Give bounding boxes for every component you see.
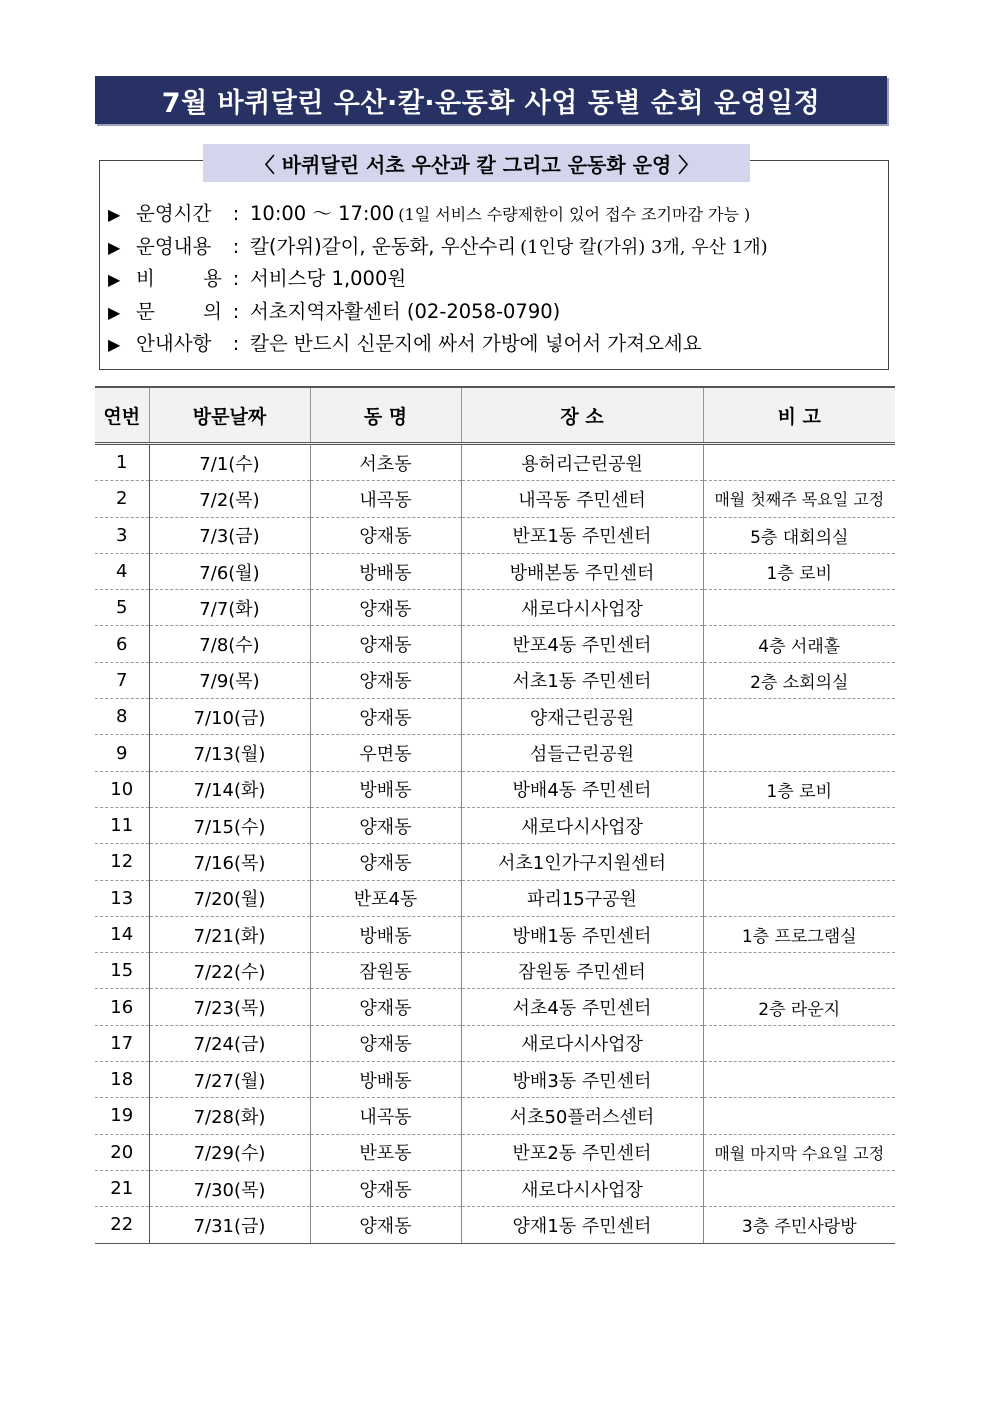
cell-note xyxy=(703,1062,895,1098)
cell-dong: 내곡동 xyxy=(310,481,461,517)
cell-date: 7/2(목) xyxy=(149,481,310,517)
info-value: 칼(가위)갈이, 운동화, 우산수리 xyxy=(250,235,517,258)
info-value: 칼은 반드시 신문지에 싸서 가방에 넣어서 가져오세요 xyxy=(250,332,702,355)
table-row xyxy=(95,517,895,553)
cell-place: 서초4동 주민센터 xyxy=(461,989,703,1025)
cell-dong: 양재동 xyxy=(310,517,461,553)
table-row xyxy=(95,444,895,481)
table-header-row xyxy=(95,387,895,444)
cell-note: 4층 서래홀 xyxy=(703,626,895,662)
cell-no: 5 xyxy=(95,590,149,626)
cell-no: 19 xyxy=(95,1098,149,1134)
cell-date: 7/6(월) xyxy=(149,553,310,589)
cell-dong: 양재동 xyxy=(310,1025,461,1061)
cell-place: 방배4동 주민센터 xyxy=(461,771,703,807)
cell-place: 양재1동 주민센터 xyxy=(461,1207,703,1243)
cell-no: 4 xyxy=(95,553,149,589)
cell-date: 7/15(수) xyxy=(149,807,310,843)
cell-note: 2층 라운지 xyxy=(703,989,895,1025)
table-row xyxy=(95,1170,895,1206)
cell-no: 10 xyxy=(95,771,149,807)
table-row xyxy=(95,880,895,916)
cell-dong: 양재동 xyxy=(310,807,461,843)
cell-no: 1 xyxy=(95,444,149,481)
cell-place: 용허리근린공원 xyxy=(461,444,703,481)
cell-note xyxy=(703,1025,895,1061)
cell-dong: 양재동 xyxy=(310,699,461,735)
cell-date: 7/30(목) xyxy=(149,1170,310,1206)
cell-note: 5층 대회의실 xyxy=(703,517,895,553)
document-title xyxy=(95,76,887,124)
cell-note xyxy=(703,735,895,771)
cell-note xyxy=(703,953,895,989)
table-row xyxy=(95,481,895,517)
info-line-content xyxy=(108,231,768,259)
cell-no: 11 xyxy=(95,807,149,843)
cell-date: 7/1(수) xyxy=(149,444,310,481)
cell-no: 3 xyxy=(95,517,149,553)
info-key: 운영내용 xyxy=(136,235,212,258)
table-row xyxy=(95,699,895,735)
cell-no: 17 xyxy=(95,1025,149,1061)
cell-no: 20 xyxy=(95,1134,149,1170)
cell-date: 7/3(금) xyxy=(149,517,310,553)
cell-note: 3층 주민사랑방 xyxy=(703,1207,895,1243)
cell-place: 새로다시사업장 xyxy=(461,590,703,626)
table-row xyxy=(95,989,895,1025)
cell-no: 6 xyxy=(95,626,149,662)
cell-no: 13 xyxy=(95,880,149,916)
cell-date: 7/9(목) xyxy=(149,662,310,698)
cell-date: 7/27(월) xyxy=(149,1062,310,1098)
cell-place: 방배3동 주민센터 xyxy=(461,1062,703,1098)
cell-no: 9 xyxy=(95,735,149,771)
cell-dong: 방배동 xyxy=(310,553,461,589)
cell-place: 방배1동 주민센터 xyxy=(461,916,703,952)
info-value: 10:00 ～ 17:00 xyxy=(250,202,395,225)
info-key: 비 용 xyxy=(136,267,222,290)
cell-no: 22 xyxy=(95,1207,149,1243)
info-line-guide xyxy=(108,328,702,356)
cell-place: 반포4동 주민센터 xyxy=(461,626,703,662)
title-text: 7월 바퀴달린 우산·칼·운동화 사업 동별 순회 운영일정 xyxy=(161,87,821,119)
cell-date: 7/28(화) xyxy=(149,1098,310,1134)
cell-date: 7/10(금) xyxy=(149,699,310,735)
cell-dong: 내곡동 xyxy=(310,1098,461,1134)
cell-no: 16 xyxy=(95,989,149,1025)
table-row xyxy=(95,553,895,589)
cell-note: 매월 마지막 수요일 고정 xyxy=(703,1134,895,1170)
info-line-hours xyxy=(108,198,750,226)
cell-dong: 양재동 xyxy=(310,1207,461,1243)
cell-note: 매월 첫째주 목요일 고정 xyxy=(703,481,895,517)
cell-note xyxy=(703,807,895,843)
info-value: 서초지역자활센터 (02-2058-0790) xyxy=(250,300,561,323)
table-row xyxy=(95,735,895,771)
table-row xyxy=(95,1207,895,1243)
info-note: (1일 서비스 수량제한이 있어 접수 조기마감 가능 ) xyxy=(398,205,751,224)
header-place: 장 소 xyxy=(461,387,703,444)
cell-date: 7/31(금) xyxy=(149,1207,310,1243)
cell-note: 2층 소회의실 xyxy=(703,662,895,698)
table-row xyxy=(95,916,895,952)
cell-date: 7/14(화) xyxy=(149,771,310,807)
info-colon: : xyxy=(232,235,240,258)
info-colon: : xyxy=(232,267,240,290)
bullet-icon: ▶ xyxy=(108,205,121,224)
cell-dong: 양재동 xyxy=(310,1170,461,1206)
cell-no: 18 xyxy=(95,1062,149,1098)
info-key: 운영시간 xyxy=(136,202,212,225)
table-row xyxy=(95,1025,895,1061)
header-note: 비 고 xyxy=(703,387,895,444)
cell-note: 1층 프로그램실 xyxy=(703,916,895,952)
bullet-icon: ▶ xyxy=(108,303,121,322)
cell-date: 7/16(목) xyxy=(149,844,310,880)
table-row xyxy=(95,662,895,698)
cell-no: 21 xyxy=(95,1170,149,1206)
bullet-icon: ▶ xyxy=(108,270,121,289)
cell-dong: 양재동 xyxy=(310,989,461,1025)
cell-place: 방배본동 주민센터 xyxy=(461,553,703,589)
cell-place: 새로다시사업장 xyxy=(461,807,703,843)
cell-date: 7/29(수) xyxy=(149,1134,310,1170)
cell-note: 1층 로비 xyxy=(703,771,895,807)
table-row xyxy=(95,771,895,807)
cell-date: 7/20(월) xyxy=(149,880,310,916)
info-key: 안내사항 xyxy=(136,332,212,355)
cell-note xyxy=(703,880,895,916)
cell-dong: 양재동 xyxy=(310,844,461,880)
cell-note: 1층 로비 xyxy=(703,553,895,589)
cell-date: 7/21(화) xyxy=(149,916,310,952)
table-row xyxy=(95,807,895,843)
cell-place: 새로다시사업장 xyxy=(461,1170,703,1206)
cell-place: 내곡동 주민센터 xyxy=(461,481,703,517)
cell-dong: 서초동 xyxy=(310,444,461,481)
info-box-label: 〈 바퀴달린 서초 우산과 칼 그리고 운동화 운영 〉 xyxy=(203,144,750,182)
cell-note xyxy=(703,444,895,481)
info-line-cost xyxy=(108,263,406,291)
cell-place: 파리15구공원 xyxy=(461,880,703,916)
cell-no: 7 xyxy=(95,662,149,698)
header-no: 연번 xyxy=(95,387,149,444)
info-value: 서비스당 1,000원 xyxy=(250,267,407,290)
cell-note xyxy=(703,844,895,880)
cell-dong: 잠원동 xyxy=(310,953,461,989)
schedule-table xyxy=(95,386,895,1244)
cell-place: 반포2동 주민센터 xyxy=(461,1134,703,1170)
cell-date: 7/8(수) xyxy=(149,626,310,662)
info-key: 문 의 xyxy=(136,300,222,323)
table-row xyxy=(95,1062,895,1098)
cell-date: 7/13(월) xyxy=(149,735,310,771)
cell-no: 15 xyxy=(95,953,149,989)
cell-no: 2 xyxy=(95,481,149,517)
cell-dong: 방배동 xyxy=(310,916,461,952)
cell-note xyxy=(703,1170,895,1206)
cell-dong: 양재동 xyxy=(310,590,461,626)
cell-note xyxy=(703,590,895,626)
cell-place: 서초50플러스센터 xyxy=(461,1098,703,1134)
table-row xyxy=(95,953,895,989)
cell-place: 반포1동 주민센터 xyxy=(461,517,703,553)
bullet-icon: ▶ xyxy=(108,335,121,354)
cell-no: 12 xyxy=(95,844,149,880)
cell-dong: 양재동 xyxy=(310,626,461,662)
cell-date: 7/24(금) xyxy=(149,1025,310,1061)
cell-no: 14 xyxy=(95,916,149,952)
info-colon: : xyxy=(232,332,240,355)
cell-date: 7/7(화) xyxy=(149,590,310,626)
cell-place: 서초1인가구지원센터 xyxy=(461,844,703,880)
cell-dong: 양재동 xyxy=(310,662,461,698)
header-date: 방문날짜 xyxy=(149,387,310,444)
cell-dong: 방배동 xyxy=(310,771,461,807)
info-line-contact xyxy=(108,296,560,324)
table-row xyxy=(95,626,895,662)
cell-dong: 우면동 xyxy=(310,735,461,771)
cell-date: 7/23(목) xyxy=(149,989,310,1025)
table-row xyxy=(95,1098,895,1134)
table-row xyxy=(95,590,895,626)
cell-place: 서초1동 주민센터 xyxy=(461,662,703,698)
table-row xyxy=(95,844,895,880)
bullet-icon: ▶ xyxy=(108,238,121,257)
table-row xyxy=(95,1134,895,1170)
cell-dong: 방배동 xyxy=(310,1062,461,1098)
cell-place: 섬들근린공원 xyxy=(461,735,703,771)
cell-place: 양재근린공원 xyxy=(461,699,703,735)
info-note: (1인당 칼(가위) 3개, 우산 1개) xyxy=(520,237,768,258)
cell-place: 새로다시사업장 xyxy=(461,1025,703,1061)
info-colon: : xyxy=(232,300,240,323)
cell-note xyxy=(703,699,895,735)
cell-dong: 반포4동 xyxy=(310,880,461,916)
cell-dong: 반포동 xyxy=(310,1134,461,1170)
cell-date: 7/22(수) xyxy=(149,953,310,989)
cell-note xyxy=(703,1098,895,1134)
cell-no: 8 xyxy=(95,699,149,735)
info-colon: : xyxy=(232,202,240,225)
cell-place: 잠원동 주민센터 xyxy=(461,953,703,989)
header-dong: 동 명 xyxy=(310,387,461,444)
